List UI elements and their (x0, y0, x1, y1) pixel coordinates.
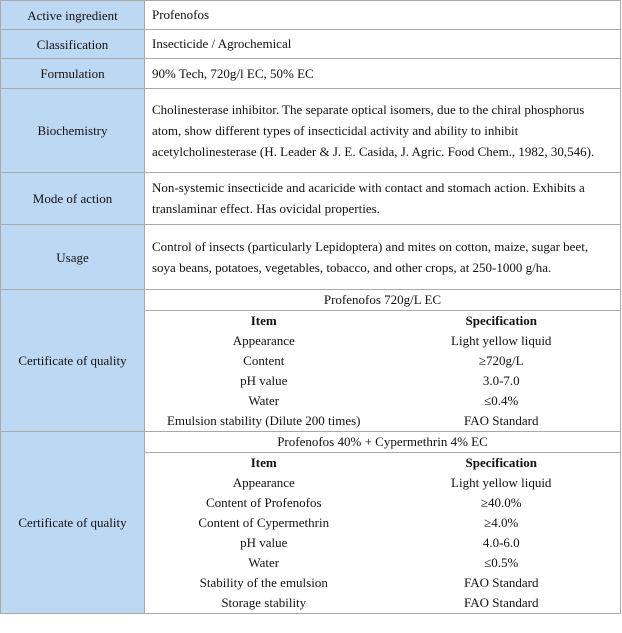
certificate-1-product-row (145, 290, 620, 311)
table-row (145, 553, 620, 573)
classification-label: Classification (1, 30, 145, 59)
spec-cell: 3.0-7.0 (482, 373, 520, 388)
certificate-2-spec-table (145, 432, 620, 613)
specification-column-header: Specification (465, 313, 537, 328)
certificate-1-product-name: Profenofos 720g/L EC (145, 290, 620, 311)
table-row (145, 593, 620, 613)
row-active-ingredient (1, 1, 621, 30)
usage-value: Control of insects (particularly Lepidoptera) and mites on cotton, maize, sugar beet, soya beans, potatoes, vegetables, tobacco, and other crops, at 250-1000 g/ha. (145, 225, 621, 290)
formulation-label: Formulation (1, 59, 145, 89)
table-row (145, 473, 620, 493)
biochemistry-value: Cholinesterase inhibitor. The separate optical isomers, due to the chiral phosphorus atom, show different types of insecticidal activity and ability to inhibit acetylcholinesterase (H. Leader & J. E. Casida, J. Agric. Food Chem., 1982, 30,546). (145, 89, 621, 173)
certificate-1-label: Certificate of quality (1, 290, 145, 432)
spec-cell: 4.0-6.0 (482, 535, 520, 550)
item-cell: Emulsion stability (Dilute 200 times) (166, 413, 361, 428)
spec-cell: ≥40.0% (480, 495, 522, 510)
item-column-header: Item (250, 313, 277, 328)
item-cell: Water (248, 393, 280, 408)
row-certificate-2 (1, 432, 621, 614)
spec-cell: FAO Standard (463, 575, 539, 590)
biochemistry-label: Biochemistry (1, 89, 145, 173)
certificate-2-product-row (145, 432, 620, 453)
mode-of-action-value: Non-systemic insecticide and acaricide with contact and stomach action. Exhibits a translaminar effect. Has ovicidal properties. (145, 173, 621, 225)
item-cell: Appearance (232, 333, 295, 348)
table-row (145, 573, 620, 593)
row-usage (1, 225, 621, 290)
item-column-header: Item (250, 455, 277, 470)
certificate-2-product-name: Profenofos 40% + Cypermethrin 4% EC (145, 432, 620, 453)
classification-value: Insecticide / Agrochemical (145, 30, 621, 59)
row-classification (1, 30, 621, 59)
item-cell: pH value (240, 373, 288, 388)
table-row (145, 351, 620, 371)
table-row (145, 411, 620, 431)
specification-column-header: Specification (465, 455, 537, 470)
item-cell: Water (248, 555, 280, 570)
table-row (145, 493, 620, 513)
spec-cell: ≥720g/L (478, 353, 524, 368)
item-cell: Content of Cypermethrin (198, 515, 330, 530)
spec-cell: FAO Standard (463, 413, 539, 428)
table-row (145, 331, 620, 351)
active-ingredient-value: Profenofos (145, 1, 621, 30)
table-row (145, 513, 620, 533)
formulation-value: 90% Tech, 720g/l EC, 50% EC (145, 59, 621, 89)
spec-cell: ≤0.4% (484, 393, 519, 408)
certificate-2-block (145, 432, 621, 614)
certificate-1-block (145, 290, 621, 432)
table-row (145, 533, 620, 553)
spec-cell: ≤0.5% (484, 555, 519, 570)
usage-label: Usage (1, 225, 145, 290)
row-biochemistry (1, 89, 621, 173)
certificate-1-header-row (145, 311, 620, 332)
certificate-1-spec-table (145, 290, 620, 431)
item-cell: pH value (240, 535, 288, 550)
item-cell: Stability of the emulsion (199, 575, 328, 590)
table-row (145, 391, 620, 411)
certificate-2-header-row (145, 453, 620, 474)
spec-cell: Light yellow liquid (451, 475, 552, 490)
row-mode-of-action (1, 173, 621, 225)
item-cell: Content of Profenofos (205, 495, 322, 510)
spec-cell: Light yellow liquid (451, 333, 552, 348)
item-cell: Appearance (232, 475, 295, 490)
item-cell: Content (243, 353, 285, 368)
mode-of-action-label: Mode of action (1, 173, 145, 225)
row-certificate-1 (1, 290, 621, 432)
certificate-2-label: Certificate of quality (1, 432, 145, 614)
item-cell: Storage stability (221, 595, 307, 610)
row-formulation (1, 59, 621, 89)
table-row (145, 371, 620, 391)
spec-cell: FAO Standard (463, 595, 539, 610)
active-ingredient-label: Active ingredient (1, 1, 145, 30)
spec-cell: ≥4.0% (484, 515, 519, 530)
